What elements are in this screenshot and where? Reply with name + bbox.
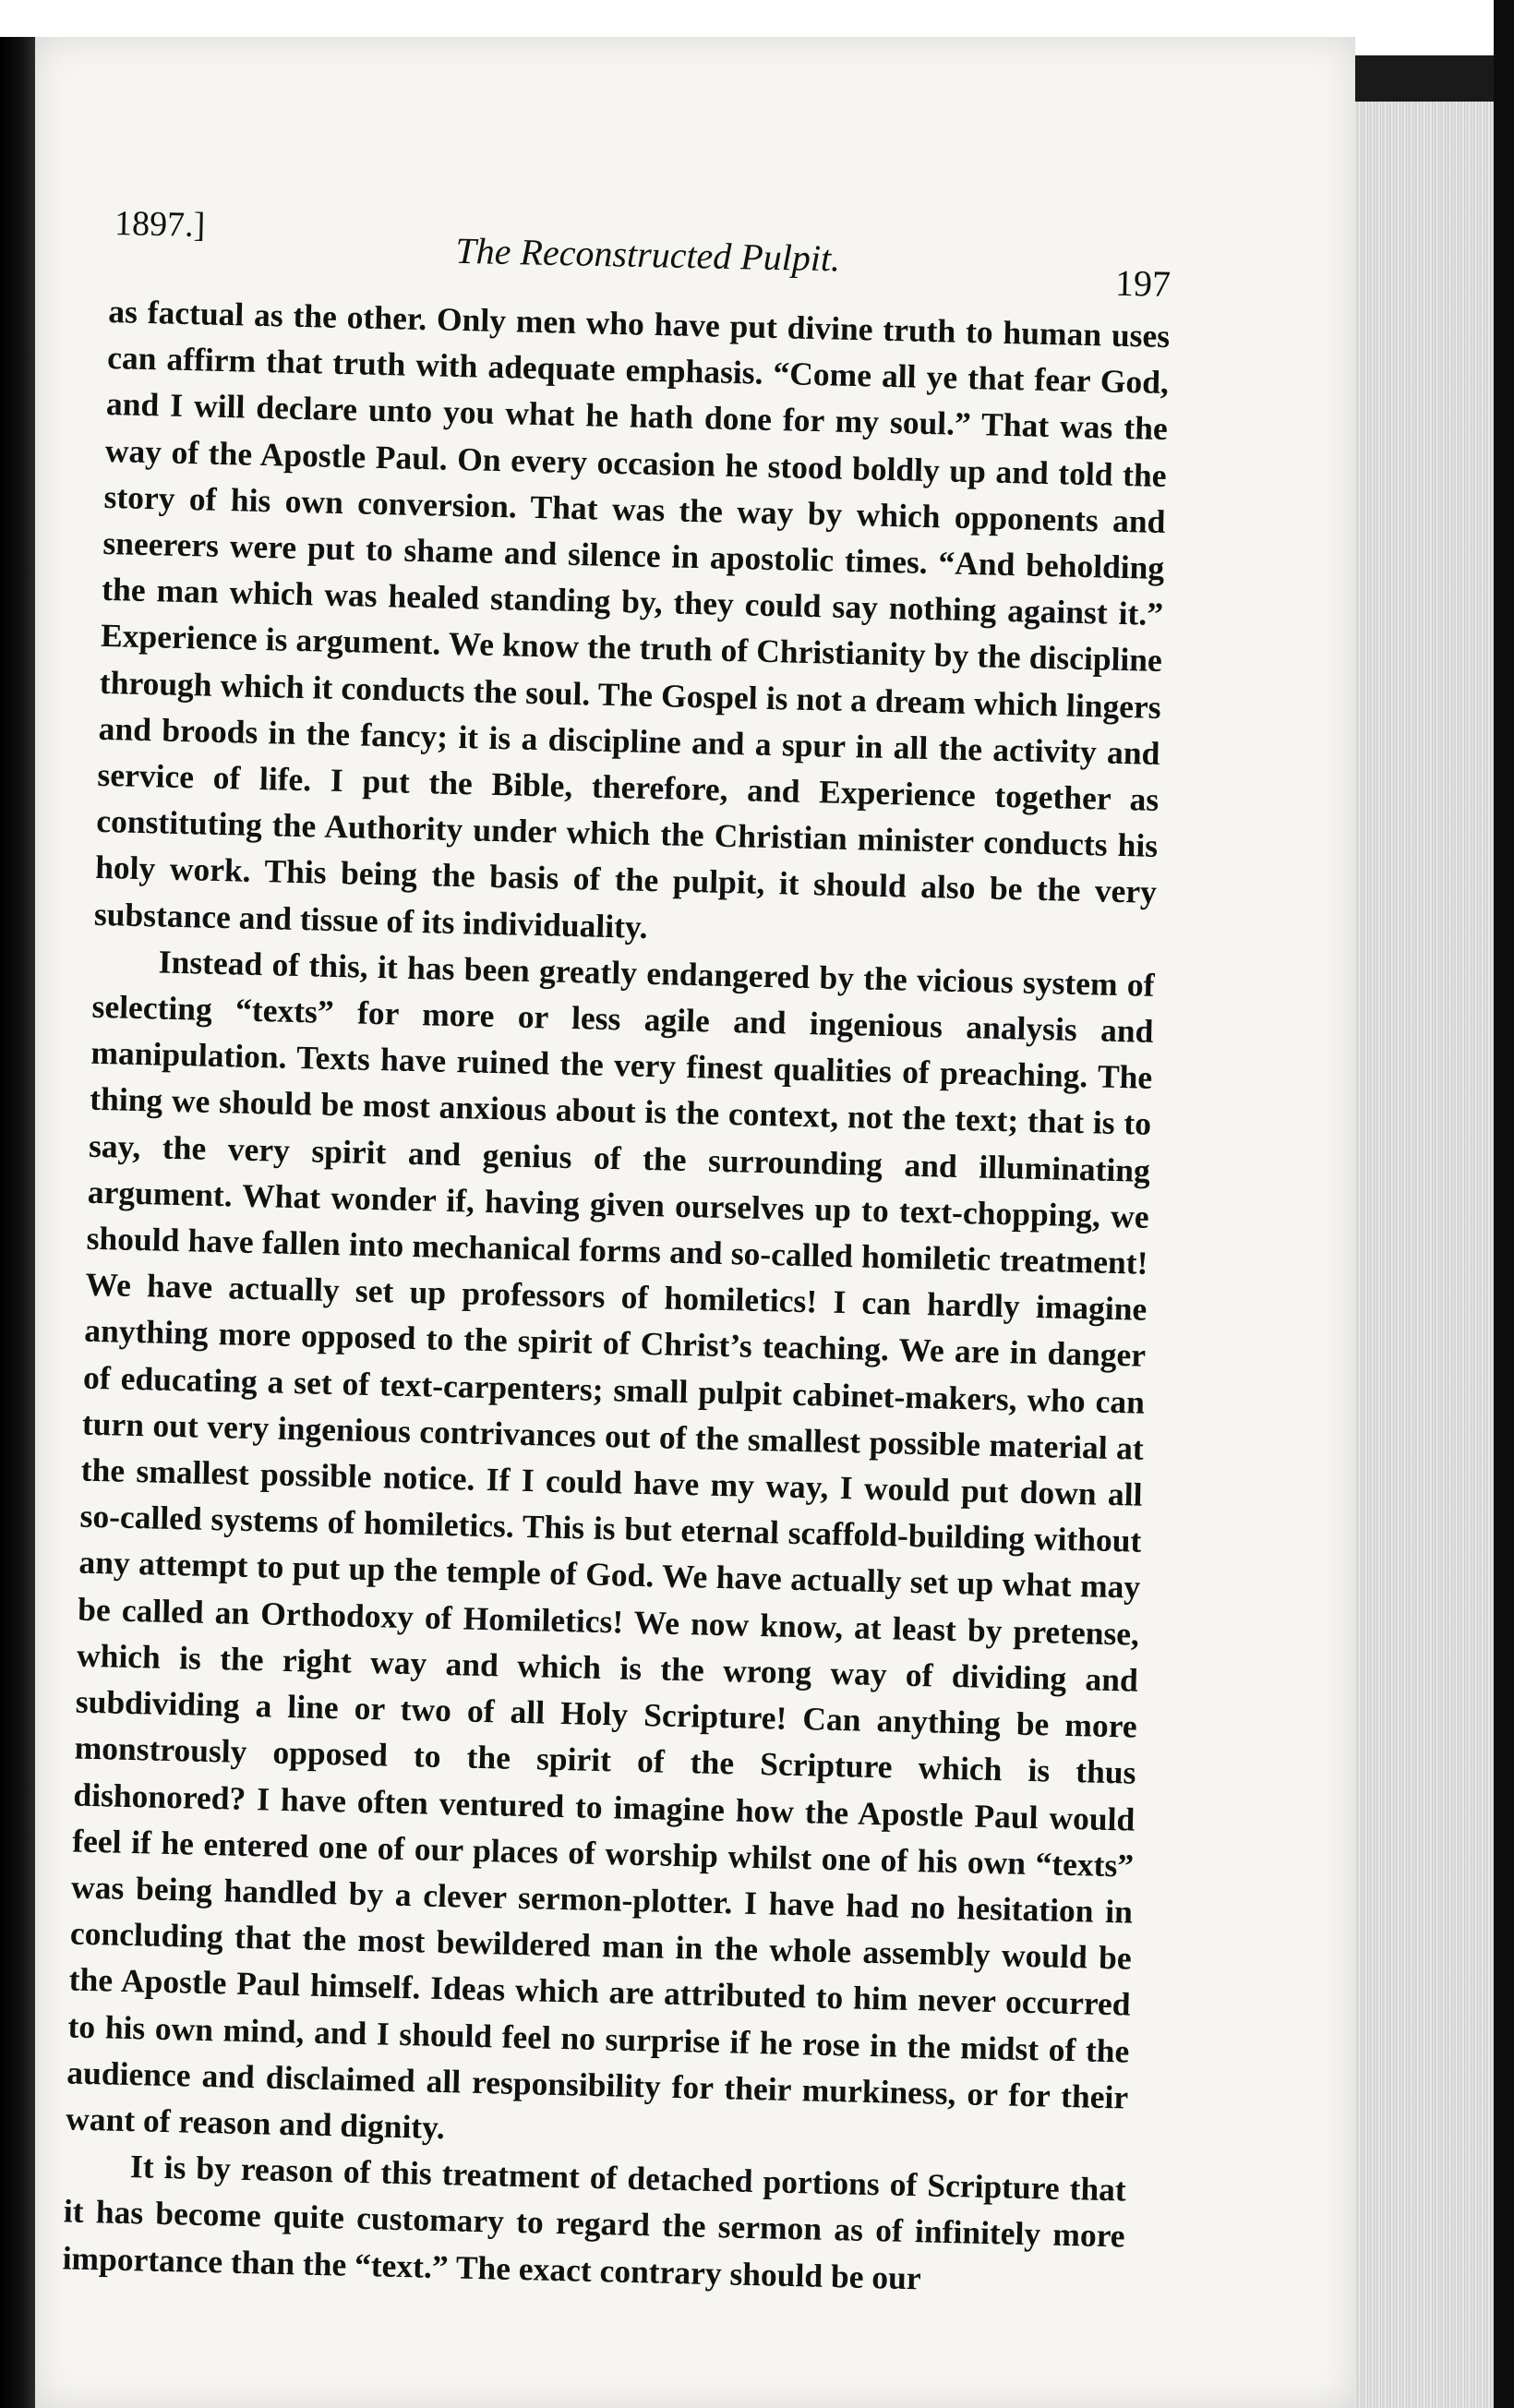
page-body: [62, 288, 1171, 2306]
paragraph-continuation: as factual as the other. Only men who have put divine truth to human uses can affirm that truth with adequate emphasis. “Come all ye that fear God, and I will declare unto you what he hath done for my soul.” That was the way of the Apostle Paul. On every occasion he stood boldly up and told the story of his own conversion. That was the way by which opponents and sneerers were put to shame and silence in apostolic times. “And beholding the man which was healed standing by, they could say nothing against it.” Experience is argument. We know the truth of Christianity by the discipline through which it conducts the soul. The Gospel is not a dream which lingers and broods in the fancy; it is a discipline and a spur in all the activity and service of life. I put the Bible, therefore, and Experience together as constituting the Authority under which the Christian minister conducts his holy work. This being the basis of the pulpit, it should also be the very substance and tissue of its individuality.: [93, 292, 1171, 945]
page-number: 197: [1114, 261, 1172, 305]
book-gutter: [0, 37, 35, 2408]
scan-right-edge: [1494, 0, 1514, 2408]
paragraph-final: It is by reason of this treatment of detached portions of Scripture that it has become quite customary to regard the sermon as of infinitely more importance than the “text.” The exact contrary should be our: [62, 2148, 1127, 2296]
running-title: The Reconstructed Pulpit.: [455, 229, 841, 280]
header-year: 1897.]: [114, 203, 206, 246]
paragraph-texts: Instead of this, it has been greatly endangered by the vicious system of selecting “texts” for more or less agile and ingenious analysis and manipulation. Texts have ruined the very finest qualities of preaching. The thing we should be most anxious about is the context, not the text; that is to say, the very spirit and genius of the surrounding and illuminating argument. What wonder if, having given ourselves up to text-chopping, we should have fallen into mechanical forms and so-called homiletic treatment! We have actually set up professors of homiletics! I can hardly imagine anything more opposed to the spirit of Christ’s teaching. We are in danger of educating a set of text-carpenters; small pulpit cabinet-makers, who can turn out very ingenious contrivances out of the smallest possible material at the smallest possible notice. If I could have my way, I would put down all so-called systems of homiletics. This is but eternal scaffold-building without any attempt to put up the temple of God. We have actually set up what may be called an Orthodoxy of Homiletics! We now know, at least by pretense, which is the right way and which is the wrong way of dividing and subdividing a line or two of all Holy Scripture! Can anything be more monstrously opposed to the spirit of the Scripture which is thus dishonored? I have often ventured to imagine how the Apostle Paul would feel if he entered one of our places of worship whilst one of his own “texts” was being handled by a clever sermon-plotter. I have had no hesitation in concluding that the most bewildered man in the whole assembly would be the Apostle Paul himself. Ideas which are attributed to him never occurred to his own mind, and I should feel no surprise if he rose in the midst of the audience and disclaimed all responsibility for their murkiness, or for their want of reason and dignity.: [65, 943, 1156, 2147]
page-stack-edges: [1355, 102, 1494, 2408]
